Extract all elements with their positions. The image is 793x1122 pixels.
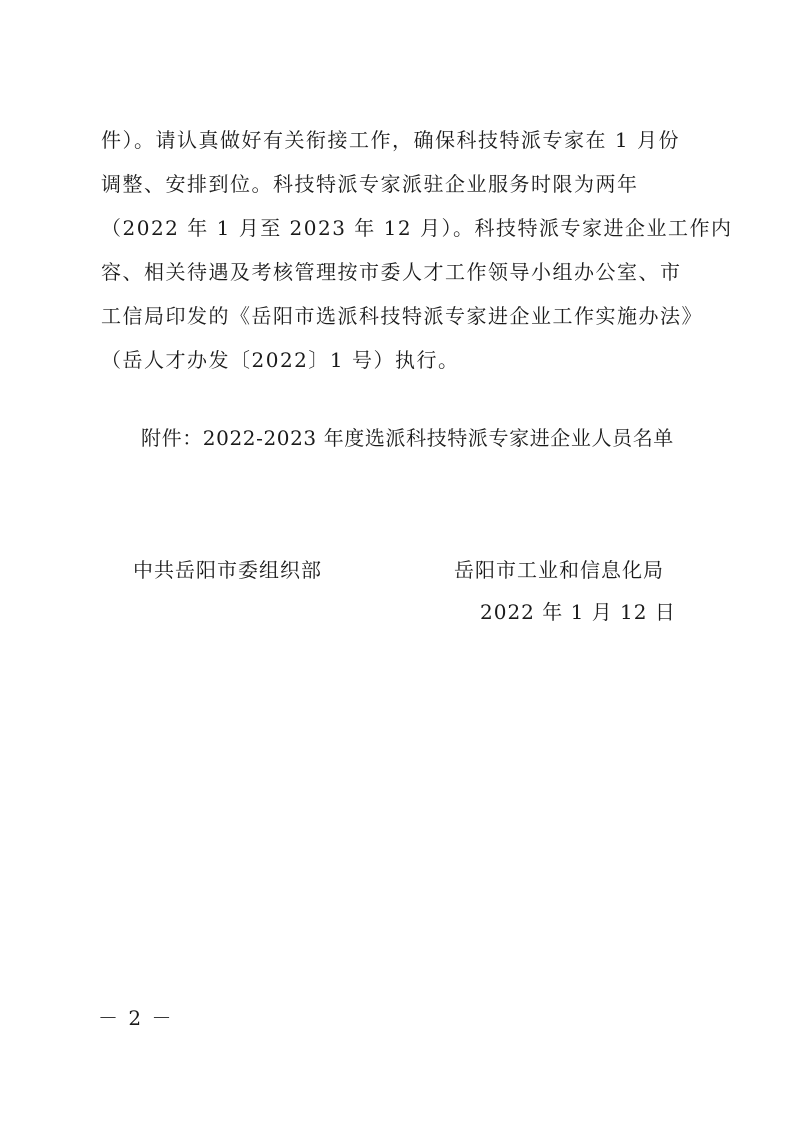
signature-date: 2022 年 1 月 12 日 <box>480 600 676 624</box>
body-line: 件）。请认真做好有关衔接工作，确保科技特派专家在 1 月份 <box>101 128 680 152</box>
signature-organization-department: 中共岳阳市委组织部 <box>133 558 322 582</box>
signature-industry-bureau: 岳阳市工业和信息化局 <box>454 558 664 582</box>
body-line: 容、相关待遇及考核管理按市委人才工作领导小组办公室、市 <box>101 260 682 284</box>
body-line: 调整、安排到位。科技特派专家派驻企业服务时限为两年 <box>101 172 639 196</box>
body-line: 工信局印发的《岳阳市选派科技特派专家进企业工作实施办法》 <box>101 304 703 328</box>
attachment-note: 附件：2022-2023 年度选派科技特派专家进企业人员名单 <box>141 426 674 450</box>
page-number: － 2 － <box>98 1006 174 1030</box>
body-line: （2022 年 1 月至 2023 年 12 月）。科技特派专家进企业工作内 <box>101 216 733 240</box>
body-paragraph <box>101 118 733 382</box>
body-line: （岳人才办发〔2022〕1 号）执行。 <box>101 348 460 372</box>
